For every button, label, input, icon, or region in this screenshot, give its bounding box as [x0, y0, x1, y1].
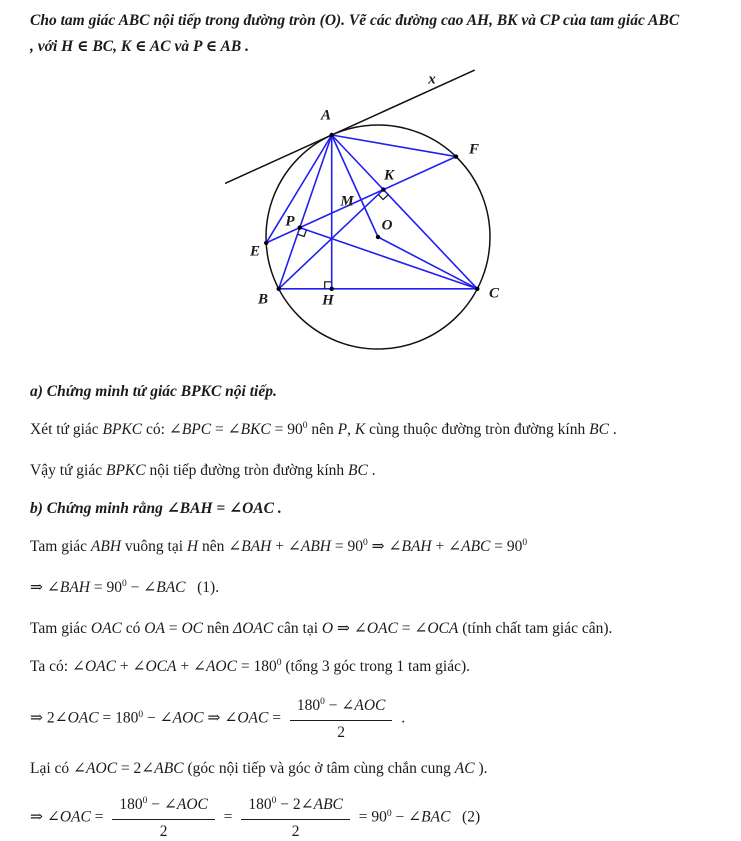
math-var: BC: [92, 38, 114, 55]
math-var: ∠OAC: [224, 709, 269, 727]
math-var: ∠AOC: [163, 796, 208, 813]
text-run: +: [176, 658, 193, 675]
text-run: =: [397, 620, 415, 637]
text-run: cùng thuộc đường tròn đường kính: [365, 421, 590, 438]
text-run: của tam giác: [559, 12, 649, 29]
text-run: Tam giác: [30, 538, 91, 555]
text-run: = 90: [490, 538, 523, 555]
math-var: BK: [496, 12, 518, 29]
text-run: .: [241, 38, 249, 55]
text-run: nên: [307, 421, 338, 438]
math-var: AC: [454, 760, 475, 777]
math-var: ∠BAH: [46, 579, 90, 596]
problem-line-1: [30, 8, 715, 34]
math-var: ∠BAC: [143, 579, 186, 596]
label-M: M: [340, 193, 354, 210]
math-var: P: [192, 38, 202, 55]
text-run: = 90: [90, 579, 122, 596]
math-var: P: [337, 421, 348, 438]
math-var: ΔOAC: [233, 620, 274, 637]
point-dot-O: [376, 235, 380, 239]
math-var: K: [354, 421, 366, 438]
math-var: BC: [348, 462, 368, 479]
math-var: ∠OAC: [353, 620, 398, 637]
fraction: [241, 795, 350, 841]
text-run: 0: [122, 579, 127, 589]
text-run: =: [268, 709, 285, 727]
text-run: ,: [113, 38, 121, 55]
text-run: ⇒: [333, 620, 354, 637]
text-run: 0: [302, 421, 308, 431]
math-var: BPKC: [105, 462, 146, 479]
text-run: ∈: [131, 38, 150, 55]
text-run: 0: [276, 658, 282, 668]
text-run: 0: [386, 808, 392, 819]
text-run: ⇒: [367, 538, 389, 555]
solution-line: [30, 795, 717, 841]
text-run: Vậy tứ giác: [30, 462, 106, 479]
math-var: ∠OAC: [71, 658, 116, 675]
fraction: [290, 696, 393, 742]
math-var: ∠ABC: [300, 796, 343, 813]
text-run: =: [164, 620, 182, 637]
text-run: Lại có: [30, 760, 74, 777]
math-var: ∠BAH: [228, 538, 272, 555]
label-E: E: [249, 243, 261, 260]
solution-line: [30, 655, 717, 681]
label-F: F: [468, 141, 480, 158]
text-run: 2: [337, 724, 345, 741]
math-var: ∠OAC: [229, 500, 274, 517]
math-var: ∠BAC: [408, 808, 451, 826]
text-run: vuông tại: [121, 538, 187, 555]
point-dot-H: [330, 287, 334, 291]
math-var: K: [120, 38, 132, 55]
text-run: nội tiếp đường tròn đường kính: [145, 462, 349, 479]
segment-CP: [300, 228, 478, 289]
math-var: ∠BAH: [388, 538, 432, 555]
math-var: ∠AOC: [192, 658, 237, 675]
solution-line: [30, 576, 717, 602]
text-run: có: [121, 620, 145, 637]
point-dot-F: [454, 154, 458, 158]
math-var: ∠BPC: [168, 421, 212, 438]
text-run: =: [212, 500, 230, 517]
text-run: .: [367, 462, 376, 479]
text-run: 180: [248, 796, 272, 813]
text-run: (góc nội tiếp và góc ở tâm cùng chắn cung: [183, 760, 455, 777]
solution-line: [30, 535, 717, 561]
text-run: = 90: [354, 808, 387, 826]
problem-statement: [0, 0, 741, 60]
text-run: (tổng 3 góc trong 1 tam giác).: [281, 658, 470, 675]
text-run: −: [147, 796, 164, 813]
text-run: cân tại: [273, 620, 322, 637]
math-var: ∠OCA: [132, 658, 177, 675]
text-run: 2: [291, 823, 300, 840]
math-var: ∠OCA: [414, 620, 459, 637]
text-run: Tam giác: [30, 620, 91, 637]
math-var: H: [61, 38, 74, 55]
point-dot-K: [381, 187, 385, 191]
text-run: = 2: [117, 760, 142, 777]
label-B: B: [257, 291, 269, 308]
tangent-line-x: [225, 70, 475, 183]
math-var: BPKC: [102, 421, 143, 438]
text-run: ⇒ 2: [30, 709, 55, 727]
text-run: +: [271, 538, 288, 555]
math-var: ABH: [90, 538, 122, 555]
text-run: nội tiếp.: [221, 383, 277, 400]
math-var: ∠BKC: [227, 421, 271, 438]
math-var: ∠OAC: [46, 808, 91, 826]
text-run: +: [115, 658, 133, 675]
math-var: ∠ABC: [448, 538, 491, 555]
math-var: ∠OAC: [54, 709, 99, 727]
solution-line: [30, 617, 717, 640]
text-run: Xét tứ giác: [30, 421, 103, 438]
math-var: OC: [181, 620, 203, 637]
math-var: BC: [589, 421, 609, 438]
math-var: ∠AOC: [73, 760, 118, 777]
text-run: (tính chất tam giác cân).: [458, 620, 613, 637]
label-C: C: [488, 285, 500, 302]
text-run: 2: [159, 823, 168, 840]
right-angle-mark-1: [378, 194, 388, 199]
math-var: ∠ABC: [141, 760, 184, 777]
text-run: ,: [347, 421, 355, 438]
text-run: (1).: [185, 579, 220, 596]
text-run: − 2: [276, 796, 301, 813]
text-run: ,: [489, 12, 497, 29]
math-var: CP: [539, 12, 560, 29]
text-run: 0: [271, 796, 277, 806]
text-run: và: [170, 38, 193, 55]
text-run: a) Chứng minh tứ giác: [30, 383, 181, 400]
text-run: nên: [203, 620, 234, 637]
text-run: .: [608, 421, 617, 438]
point-dot-C: [475, 287, 479, 291]
label-P: P: [285, 213, 295, 230]
math-var: AC: [149, 38, 171, 55]
text-run: 0: [142, 796, 148, 806]
text-run: ⇒: [203, 709, 225, 727]
text-run: ∈: [201, 38, 221, 55]
label-K: K: [383, 167, 395, 184]
text-run: =: [219, 808, 237, 826]
label-A: A: [320, 107, 332, 124]
math-var: ∠BAH: [166, 500, 213, 517]
text-run: nội tiếp trong đường tròn (: [149, 12, 325, 29]
label-H: H: [322, 292, 334, 309]
label-O: O: [381, 217, 393, 234]
math-var: AB: [220, 38, 242, 55]
text-run: nên: [198, 538, 229, 555]
point-dot-P: [298, 225, 302, 229]
problem-line-2: [30, 34, 715, 60]
solution-body: [0, 360, 741, 841]
math-var: O: [321, 620, 334, 637]
text-run: .: [397, 709, 406, 727]
fraction: [112, 795, 215, 841]
math-var: ABC: [118, 12, 150, 29]
text-run: = 90: [270, 421, 303, 438]
segment-AO: [332, 135, 378, 237]
point-dot-B: [277, 287, 281, 291]
solution-line: [30, 696, 717, 742]
math-var: BPKC: [180, 383, 222, 400]
segment-OC: [378, 237, 477, 289]
math-var: AH: [466, 12, 490, 29]
text-run: b) Chứng minh rằng: [30, 500, 167, 517]
text-run: 180: [296, 697, 321, 714]
text-run: −: [126, 579, 144, 596]
segment-AF: [332, 135, 456, 157]
text-run: ).: [474, 760, 488, 777]
text-run: ∈: [73, 38, 93, 55]
text-run: −: [143, 709, 160, 727]
text-run: 0: [363, 538, 368, 548]
text-run: −: [324, 697, 342, 714]
math-var: ∠AOC: [159, 709, 204, 727]
text-run: = 90: [331, 538, 363, 555]
text-run: 0: [522, 538, 528, 548]
text-run: +: [431, 538, 449, 555]
math-var: OAC: [90, 620, 122, 637]
text-run: , với: [30, 38, 62, 55]
text-run: Ta có:: [30, 658, 72, 675]
point-dot-A: [330, 133, 334, 137]
text-run: −: [391, 808, 409, 826]
text-run: 180: [119, 796, 143, 813]
text-run: có:: [142, 421, 169, 438]
text-run: = 180: [98, 709, 139, 727]
text-run: =: [211, 421, 228, 438]
point-dot-E: [264, 241, 268, 245]
segment-AB: [279, 135, 332, 289]
label-x: x: [428, 71, 436, 88]
solution-line: [30, 418, 717, 444]
solution-line: [30, 459, 717, 482]
text-run: (2): [450, 808, 481, 826]
math-var: OA: [144, 620, 165, 637]
text-run: 0: [320, 697, 325, 707]
math-var: ABC: [648, 12, 680, 29]
text-run: 0: [138, 709, 144, 720]
text-run: ⇒: [30, 579, 47, 596]
section-heading: [30, 497, 717, 520]
text-run: Cho tam giác: [30, 12, 119, 29]
text-run: ). Vẽ các đường cao: [336, 12, 467, 29]
geometry-figure: [0, 60, 741, 360]
text-run: ⇒: [30, 808, 47, 826]
text-run: .: [273, 500, 282, 517]
text-run: =: [90, 808, 108, 826]
math-var: ∠AOC: [341, 697, 386, 714]
text-run: = 180: [236, 658, 277, 675]
solution-line: [30, 757, 717, 780]
math-var: H: [186, 538, 199, 555]
text-run: và: [517, 12, 540, 29]
math-var: ∠ABH: [287, 538, 331, 555]
math-var: O: [324, 12, 337, 29]
section-heading: [30, 380, 717, 403]
